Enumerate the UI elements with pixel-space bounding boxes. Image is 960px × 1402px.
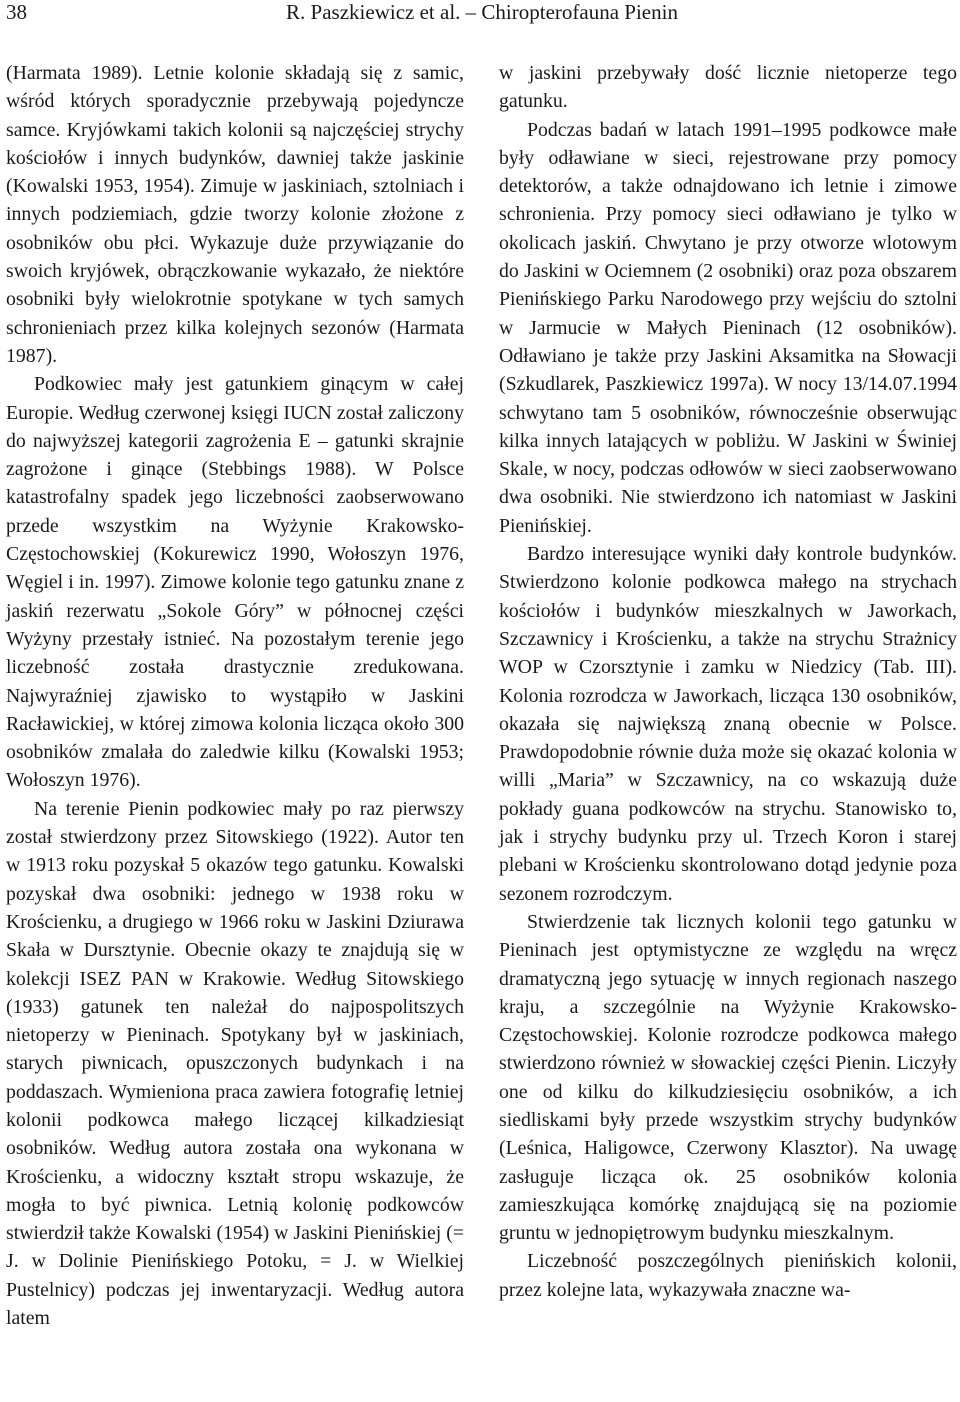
right-column [499,59,957,1304]
paragraph: w jaskini przebywały dość licznie nietoperze tego gatunku. [499,62,957,113]
paragraph: Podczas badań w latach 1991–1995 podkowce małe były odławiane w sieci, rejestrowane przy pomocy detektorów, a także odnajdowano ich letnie i zimowe schronienia. Przy pomocy sieci odławiano je tylko w okolicach jaskiń. Chwytano je przy otworze wlotowym do Jaskini w Ociemnem (2 osobniki) oraz poza obszarem Pienińskiego Parku Narodowego przy wejściu do sztolni w Jarmucie w Małych Pieninach (12 osobników). Odławiano je także przy Jaskini Aksamitka na Słowacji (Szkudlarek, Paszkiewicz 1997a). W nocy 13/14.07.1994 schwytano tam 5 osobników, równocześnie obserwując kilka innych latających w pobliżu. W Jaskini w Świniej Skale, w nocy, podczas odłowów w sieci zaobserwowano dwa osobniki. Nie stwierdzono ich natomiast w Jaskini Pienińskiej. [499,118,957,537]
page-number: 38 [6,0,27,24]
left-column [6,59,464,1332]
paragraph: Bardzo interesujące wyniki dały kontrole budynków. Stwierdzono kolonie podkowca małego na strychach kościołów i budynków mieszkalnych w Jaworkach, Szczawnicy i Krościenku, a także na strychu Strażnicy WOP w Czorsztynie i zamku w Niedzicy (Tab. III). Kolonia rozrodcza w Jaworkach, licząca 130 osobników, okazała się największą znaną obecnie w Polsce. Prawdopodobnie równie duża może się okazać kolonia w willi „Maria” w Szczawnicy, na co wskazują duże pokłady guana podkowców na strychu. Stanowisko to, jak i strychy budynku przy ul. Trzech Koron i starej plebani w Krościenku skontrolowano dotąd jedynie poza sezonem rozrodczym. [499,543,957,905]
paragraph: (Harmata 1989). Letnie kolonie składają się z samic, wśród których sporadycznie przebywają pojedyncze samce. Kryjówkami takich kolonii są najczęściej strychy kościołów i innych budynków, dawniej także jaskinie (Kowalski 1953, 1954). Zimuje w jaskiniach, sztolniach i innych podziemiach, gdzie tworzy kolonie złożone z osobników obu płci. Wykazuje duże przywiązanie do swoich kryjówek, obrączkowanie wykazało, że niektóre osobniki były wielokrotnie spotykane w tych samych schronieniach przez kilka kolejnych sezonów (Harmata 1987). [6,62,464,367]
paragraph: Stwierdzenie tak licznych kolonii tego gatunku w Pieninach jest optymistyczne ze względu na wręcz dramatyczną jego sytuację w innych regionach naszego kraju, a szczególnie na Wyżynie Krakowsko-Częstochowskiej. Kolonie rozrodcze podkowca małego stwierdzono również w słowackiej części Pienin. Liczyły one od kilku do kilkudziesięciu osobników, a ich siedliskami były przede wszystkim strychy budynków (Leśnica, Haligowce, Czerwony Klasztor). Na uwagę zasługuje licząca ok. 25 osobników kolonia zamieszkująca komórkę znajdującą się na poziomie gruntu w jednopiętrowym budynku mieszkalnym. [499,910,957,1245]
paragraph: Na terenie Pienin podkowiec mały po raz pierwszy został stwierdzony przez Sitowskiego (1922). Autor ten w 1913 roku pozyskał 5 okazów tego gatunku. Kowalski pozyskał dwa osobniki: jednego w 1938 roku w Krościenku, a drugiego w 1966 roku w Jaskini Dziurawa Skała w Dursztynie. Obecnie okazy te znajdują się w kolekcji ISEZ PAN w Krakowie. Według Sitowskiego (1933) gatunek ten należał do najpospolitszych nietoperzy w Pieninach. Spotykany był w jaskiniach, starych piwnicach, opuszczonych budynkach i na poddaszach. Wymieniona praca zawiera fotografię letniej kolonii podkowca małego liczącej kilkadziesiąt osobników. Według autora została ona wykonana w Krościenku, a widoczny kształt stropu wskazuje, że mogła to być piwnica. Letnią kolonię podkowców stwierdził także Kowalski (1954) w Jaskini Pienińskiej (= J. w Dolinie Pienińskiego Potoku, = J. w Wielkiej Pustelnicy) podczas jej inwentaryzacji. Według autora latem [6,797,464,1330]
running-title: R. Paszkiewicz et al. – Chiropterofauna Pienin [286,0,678,24]
paragraph: Liczebność poszczególnych pienińskich kolonii, przez kolejne lata, wykazywała znaczne wa- [499,1250,957,1301]
page-header [6,0,958,24]
paragraph: Podkowiec mały jest gatunkiem ginącym w całej Europie. Według czerwonej księgi IUCN został zaliczony do najwyższej kategorii zagrożenia E – gatunki skrajnie zagrożone i ginące (Stebbings 1988). W Polsce katastrofalny spadek jego liczebności zaobserwowano przede wszystkim na Wyżynie Krakowsko-Częstochowskiej (Kokurewicz 1990, Wołoszyn 1976, Węgiel i in. 1997). Zimowe kolonie tego gatunku znane z jaskiń rezerwatu „Sokole Góry” w północnej części Wyżyny przestały istnieć. Na pozostałym terenie jego liczebność została drastycznie zredukowana. Najwyraźniej zjawisko to wystąpiło w Jaskini Racławickiej, w której zimowa kolonia licząca około 300 osobników zmalała do zaledwie kilku (Kowalski 1953; Wołoszyn 1976). [6,373,464,792]
